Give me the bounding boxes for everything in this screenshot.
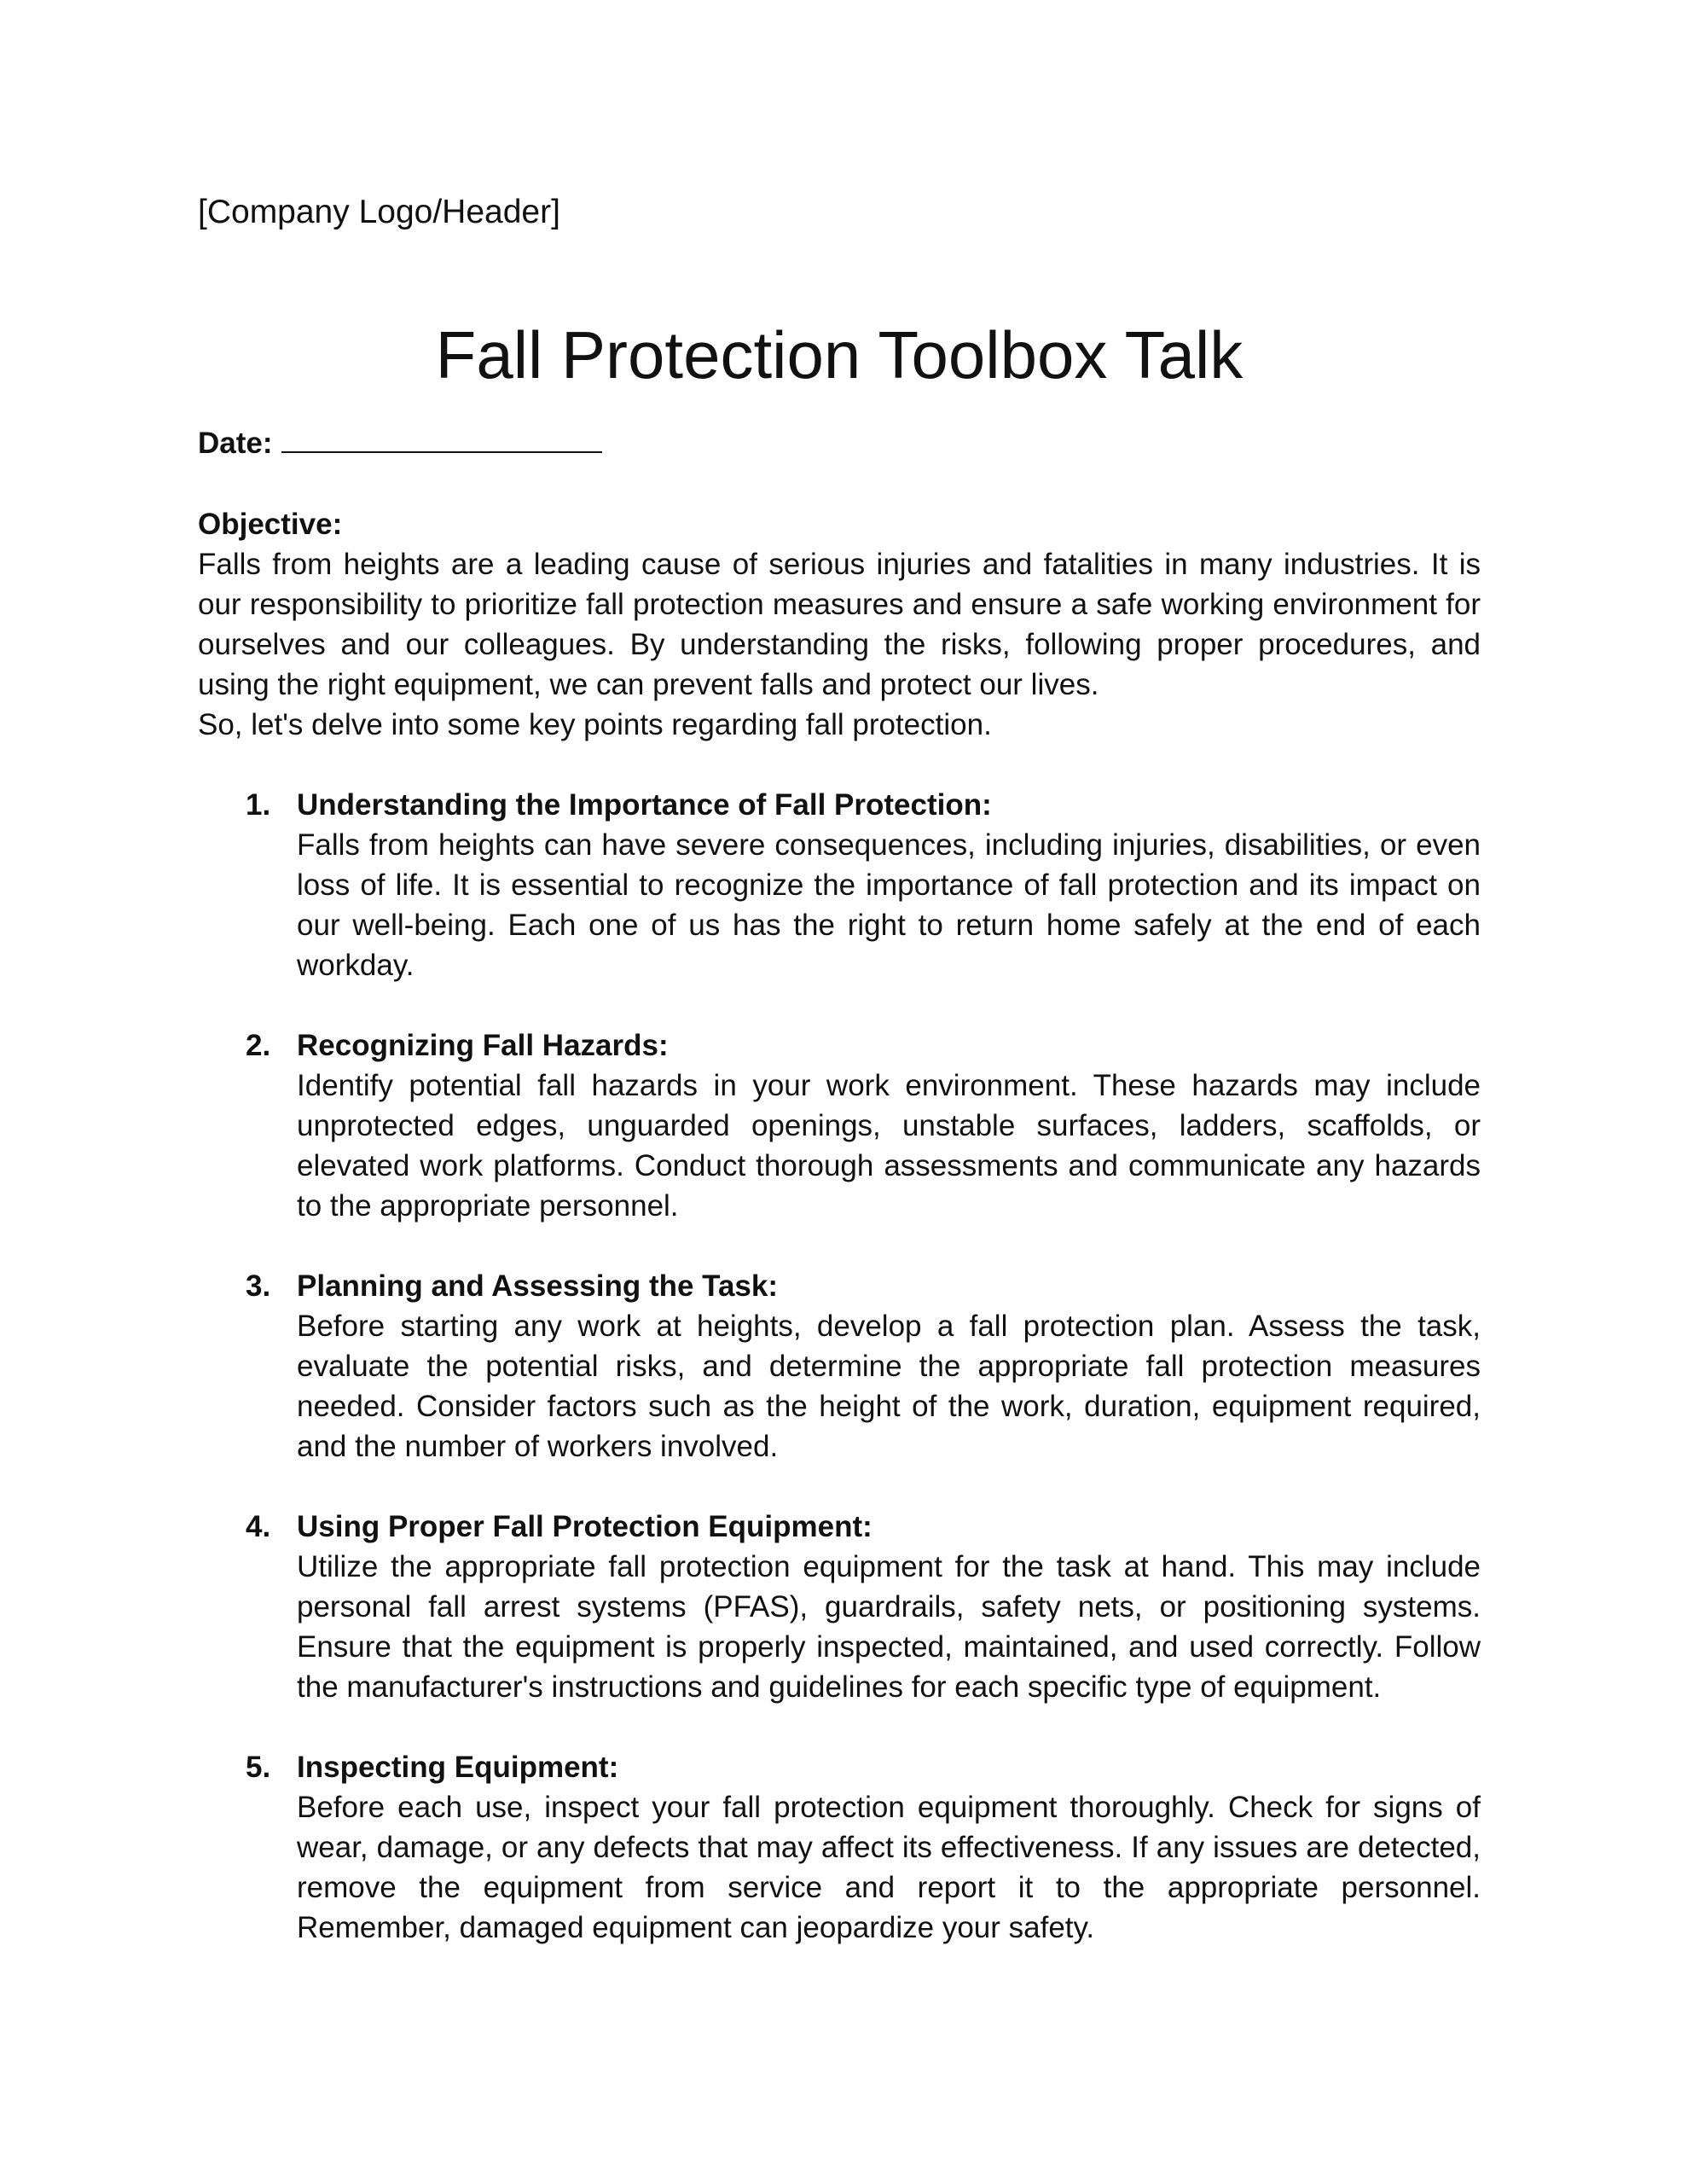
company-header-placeholder: [Company Logo/Header] bbox=[198, 194, 560, 230]
list-item bbox=[198, 1025, 1481, 1226]
list-item-title: Using Proper Fall Protection Equipment: bbox=[297, 1509, 872, 1543]
list-item-title: Understanding the Importance of Fall Protection: bbox=[297, 787, 992, 822]
intro-text: So, let's delve into some key points regarding fall protection. bbox=[198, 707, 992, 741]
key-points-list bbox=[198, 785, 1481, 1948]
objective-label: Objective: bbox=[198, 507, 343, 541]
list-item bbox=[198, 1747, 1481, 1948]
list-item-title: Recognizing Fall Hazards: bbox=[297, 1028, 669, 1062]
objective-text: Falls from heights are a leading cause of serious injuries and fatalities in many industries. It is our responsibility to prioritize fall protection measures and ensure a safe working environment for ourselves and our colleagues. By understanding the risks, following proper procedures, and using the right equipment, we can prevent falls and protect our lives. bbox=[198, 547, 1481, 701]
document-page bbox=[198, 193, 1481, 1988]
document-title: Fall Protection Toolbox Talk bbox=[435, 317, 1244, 392]
list-item-number: 4. bbox=[246, 1509, 271, 1543]
list-item-text: Utilize the appropriate fall protection equipment for the task at hand. This may include personal fall arrest systems (PFAS), guardrails, safety nets, or positioning systems. Ensure that the equipment is properly inspected, maintained, and used correctly. Follow the manufacturer's instructions and guidelines for each specific type of equipment. bbox=[297, 1549, 1481, 1704]
date-field bbox=[198, 426, 1481, 462]
date-blank-line bbox=[281, 426, 602, 453]
list-item bbox=[198, 1266, 1481, 1467]
list-item-number: 1. bbox=[246, 787, 271, 822]
list-item-number: 3. bbox=[246, 1269, 271, 1303]
list-item-number: 5. bbox=[246, 1750, 271, 1784]
list-item-text: Identify potential fall hazards in your work environment. These hazards may include unprotected edges, unguarded openings, unstable surfaces, ladders, scaffolds, or elevated work platforms. Conduct thorough assessments and communicate any hazards to the appropriate personnel. bbox=[297, 1068, 1481, 1223]
date-label: Date: bbox=[198, 426, 273, 460]
list-item-text: Falls from heights can have severe consequences, including injuries, disabilities, or even loss of life. It is essential to recognize the importance of fall protection and its impact on our well-being. Each one of us has the right to return home safely at the end of each workday. bbox=[297, 828, 1481, 982]
list-item bbox=[198, 785, 1481, 985]
list-item-title: Inspecting Equipment: bbox=[297, 1750, 619, 1784]
list-item bbox=[198, 1507, 1481, 1707]
list-item-title: Planning and Assessing the Task: bbox=[297, 1269, 779, 1303]
list-item-text: Before each use, inspect your fall protection equipment thoroughly. Check for signs of wear, damage, or any defects that may affect its effectiveness. If any issues are detected, remove the equipment from service and report it to the appropriate personnel. Remember, damaged equipment can jeopardize your safety. bbox=[297, 1790, 1481, 1944]
list-item-number: 2. bbox=[246, 1028, 271, 1062]
list-item-text: Before starting any work at heights, develop a fall protection plan. Assess the task, evaluate the potential risks, and determine the appropriate fall protection measures needed. Consider factors such as the height of the work, duration, equipment required, and the number of workers involved. bbox=[297, 1309, 1481, 1463]
